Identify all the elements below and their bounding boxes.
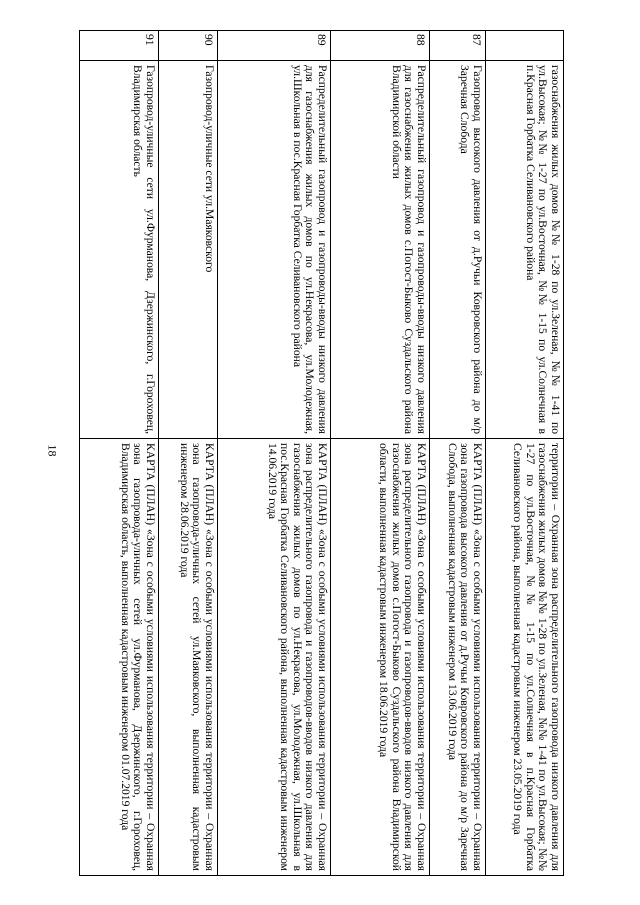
object-name-cell: Распределительный газопровод и газопроводы-вводы низкого давления для газоснабжения жилых домов с.Погост-Быково Суздальского района Владимирской области [331,61,430,439]
row-number: 91 [80,31,159,61]
protection-zones-table [79,30,564,876]
zone-description-cell: КАРТА (ПЛАН) «Зона с особыми условиями использования территории – Охранная зона распределительного газопровода и газопроводов-вводов низкого давления для газоснабжения жилых домов с.Погост-Быково Суздальского района Владимирской области, выполненная кадастровым инженером 18.06.2019 года [331,439,430,876]
row-number: 90 [159,31,218,61]
zone-description-cell: КАРТА (ПЛАН) «Зона с особыми условиями использования территории – Охранная зона газопровода высокого давления от д.Ручьи Ковровского района до м/р Заречная Слобода, выполненная кадастровым инженером 13.06.2019 года [430,439,486,876]
table-row [486,31,564,876]
row-number [486,31,564,61]
table-row [80,31,159,876]
row-number: 89 [218,31,331,61]
object-name-cell: Газопровод-уличные сети ул.Фурманова, Дзержинского, г.Гороховец, Владимирская область [80,61,159,439]
row-number: 88 [331,31,430,61]
zone-description-cell: КАРТА (ПЛАН) «Зона с особыми условиями использования территории – Охранная зона распределительного газопровода и газопроводов-вводов низкого давления для газоснабжения жилых домов по ул.Некрасова, ул.Молодежная, ул.Школьная в пос.Красная Горбатка Селивановского района, выполненная кадастровым инженером 14.06.2019 года [218,439,331,876]
object-name-cell: Газопровод-уличные сети ул.Маяковского [159,61,218,439]
object-name-cell: Распределительный газопровод и газопроводы-вводы низкого давления для газоснабжения жилых домов по ул.Некрасова, ул.Молодежная, ул.Школьная в пос.Красная Горбатка Селивановского района [218,61,331,439]
table-row [159,31,218,876]
page-number: 18 [45,444,60,457]
row-number: 87 [430,31,486,61]
zone-description-cell: КАРТА (ПЛАН) «Зона с особыми условиями использования территории – Охранная зона газопровода-уличных сетей ул.Маяковского, выполненная кадастровым инженером 28.06.2019 года [159,439,218,876]
object-name-cell: Газопровод высокого давления от д.Ручьи Ковровского района до м/р Заречная Слобода [430,61,486,439]
table-row [430,31,486,876]
zone-description-cell: территории – Охранная зона распределительного газопровода низкого давления для газоснабжения жилых домов №№ 1-28 по ул.Зеленая, №№ 1-41 по ул.Высокая; №№ 1-27 по ул.Восточная, №№ 1-15 по ул.Солнечная в п.Красная Горбатка Селивановского района, выполненная кадастровым инженером 23.05.2019 года [486,439,564,876]
object-name-cell: газоснабжения жилых домов №№ 1-28 по ул.Зеленая, №№ 1-41 по ул.Высокая; №№ 1-27 по ул.Восточная, №№ 1-15 по ул.Солнечная в п.Красная Горбатка Селивановского района [486,61,564,439]
table-row [331,31,430,876]
table-row [218,31,331,876]
rotated-table-area [80,30,564,875]
zone-description-cell: КАРТА (ПЛАН) «Зона с особыми условиями использования территории – Охранная зона газопровода-уличных сетей ул.Фурманова, Дзержинского, г.Гороховец, Владимирская область, выполненная кадастровым инженером 01.07.2019 года [80,439,159,876]
